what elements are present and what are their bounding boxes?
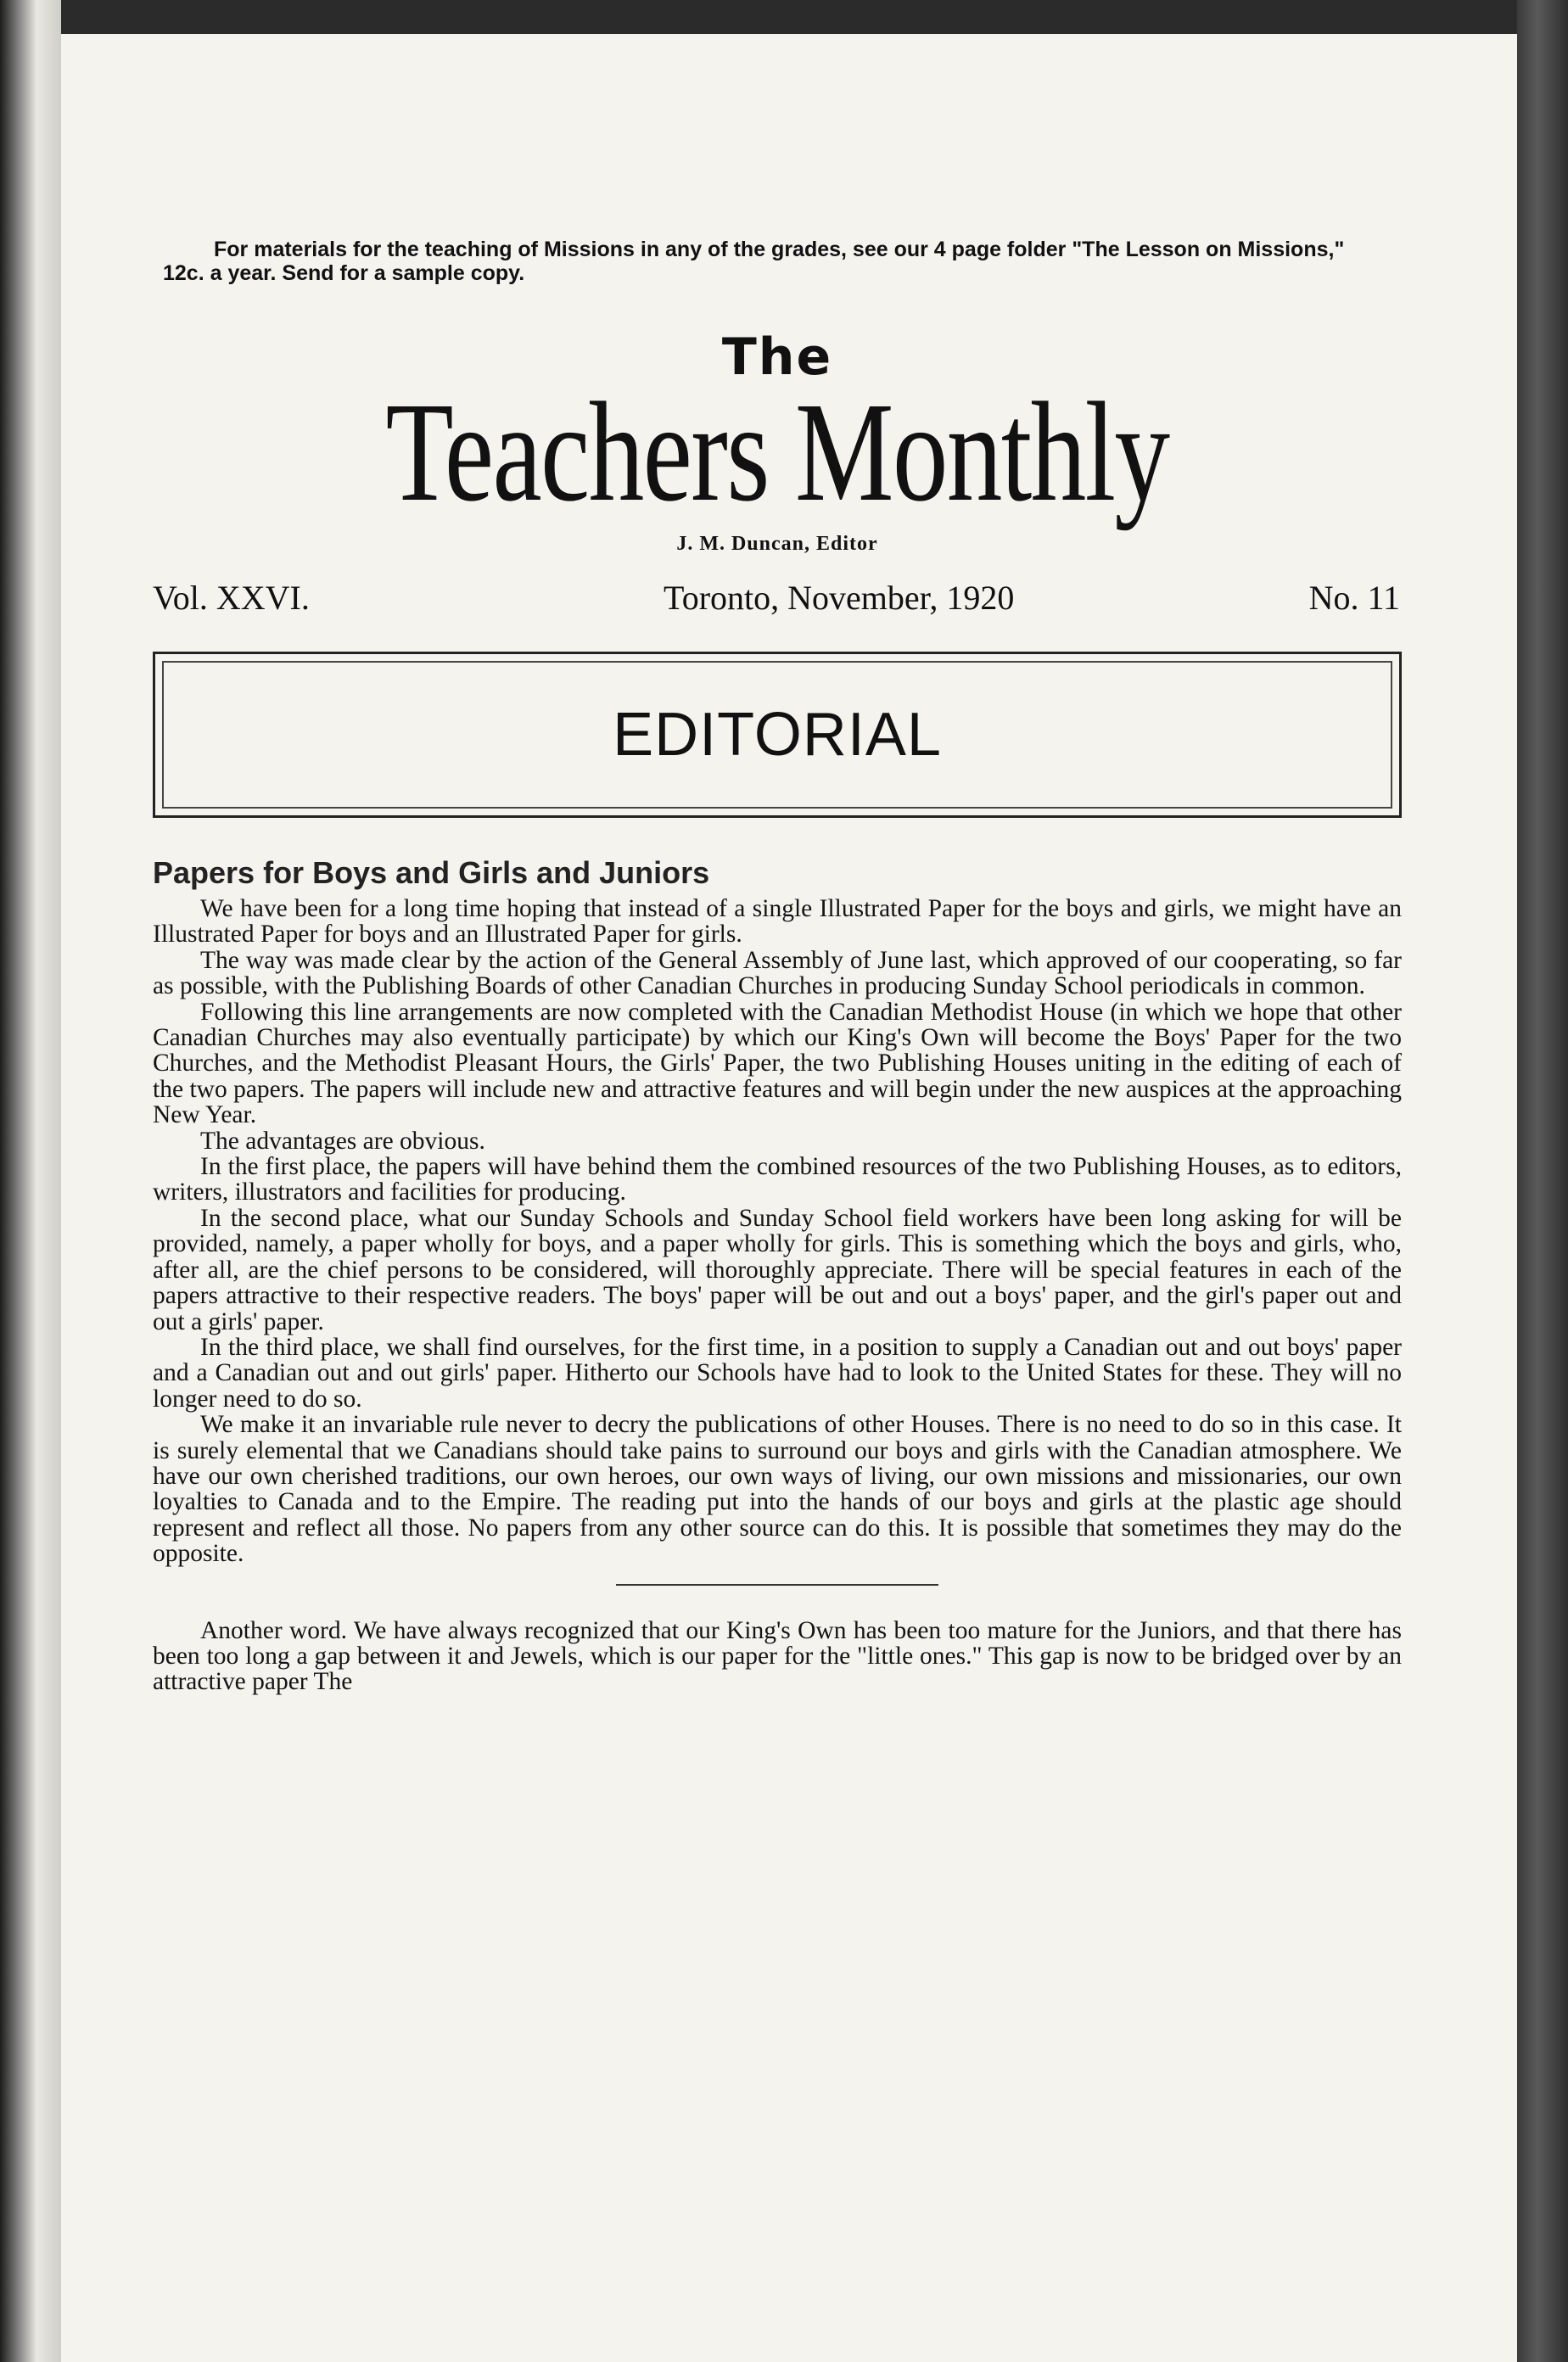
- paragraph: We have been for a long time hoping that instead of a single Illustrated Paper for the boys and girls, we might have an Illustrated Paper for boys and an Illustrated Paper for girls.: [153, 895, 1402, 949]
- paragraph: The way was made clear by the action of the General Assembly of June last, which approved of our cooperating, so far as possible, with the Publishing Boards of other Canadian Churches in producing Sunday School periodicals in common.: [153, 946, 1402, 1000]
- paragraph: In the first place, the papers will have behind them the combined resources of the two Publishing Houses, as to editors, writers, illustrators and facilities for producing.: [153, 1153, 1402, 1206]
- section-banner: [153, 652, 1402, 818]
- issue-line: [153, 578, 1402, 618]
- page-content: [153, 238, 1402, 1695]
- page-left-edge: [0, 0, 61, 2362]
- paragraph: In the second place, what our Sunday Schools and Sunday School field workers have been long asking for will be provided, namely, a paper wholly for boys, and a paper wholly for girls. This is something which the boys and girls, who, after all, are the chief persons to be considered, will thoroughly appreciate. There will be special features in each of the papers attractive to their respective readers. The boys' paper will be out and out a boys' paper, and the girl's paper out and out a girls' paper.: [153, 1204, 1402, 1335]
- paragraph: Following this line arrangements are now completed with the Canadian Methodist House (in which we hope that other Canadian Churches may also eventually participate) by which our King's Own will become the Boys' Paper for the two Churches, and the Methodist Pleasant Hours, the Girls' Paper, the two Publishing Houses uniting in the editing of each of the two papers. The papers will include new and attractive features and will begin under the new auspices at the approaching New Year.: [153, 998, 1402, 1129]
- section-title: EDITORIAL: [613, 701, 942, 769]
- editor-line: J. M. Duncan, Editor: [676, 533, 878, 555]
- section-divider: [616, 1584, 938, 1586]
- section-banner-inner: [162, 661, 1392, 809]
- issue-number: No. 11: [1308, 579, 1400, 617]
- masthead-the: The: [721, 327, 833, 387]
- paragraph: Another word. We have always recognized that our King's Own has been too mature for the Juniors, and that there has been too long a gap between it and Jewels, which is our paper for the "little ones." This gap is now to be bridged over by an attractive paper The: [153, 1616, 1402, 1696]
- paragraph: In the third place, we shall find ourselves, for the first time, in a position to supply a Canadian out and out boys' paper and a Canadian out and out girls' paper. Hitherto our Schools have had to look to the United States for these. They will no longer need to do so.: [153, 1333, 1402, 1413]
- volume-label: Vol. XXVI.: [153, 579, 310, 617]
- book-spine: [1517, 0, 1568, 2362]
- article-heading: Papers for Boys and Girls and Juniors: [153, 855, 710, 890]
- article-body: [153, 896, 1402, 1695]
- document-page: [61, 34, 1517, 2362]
- masthead-title: Teachers Monthly: [385, 373, 1169, 531]
- paragraph: We make it an invariable rule never to decry the publications of other Houses. There is no need to do so in this case. It is surely elemental that we Canadians should take pains to surround our boys and girls with the Canadian atmosphere. We have our own cherished traditions, our own heroes, our own ways of living, our own missions and missionaries, our own loyalties to Canada and to the Empire. The reading put into the hands of our boys and girls at the plastic age should represent and reflect all those. No papers from any other source can do this. It is possible that sometimes they may do the opposite.: [153, 1411, 1402, 1568]
- place-date: Toronto, November, 1920: [664, 579, 1015, 617]
- paragraph: The advantages are obvious.: [200, 1127, 485, 1155]
- missions-notice: For materials for the teaching of Missions in any of the grades, see our 4 page folder "The Lesson on Missions," 12c. a year. Send for a sample copy.: [163, 238, 1345, 285]
